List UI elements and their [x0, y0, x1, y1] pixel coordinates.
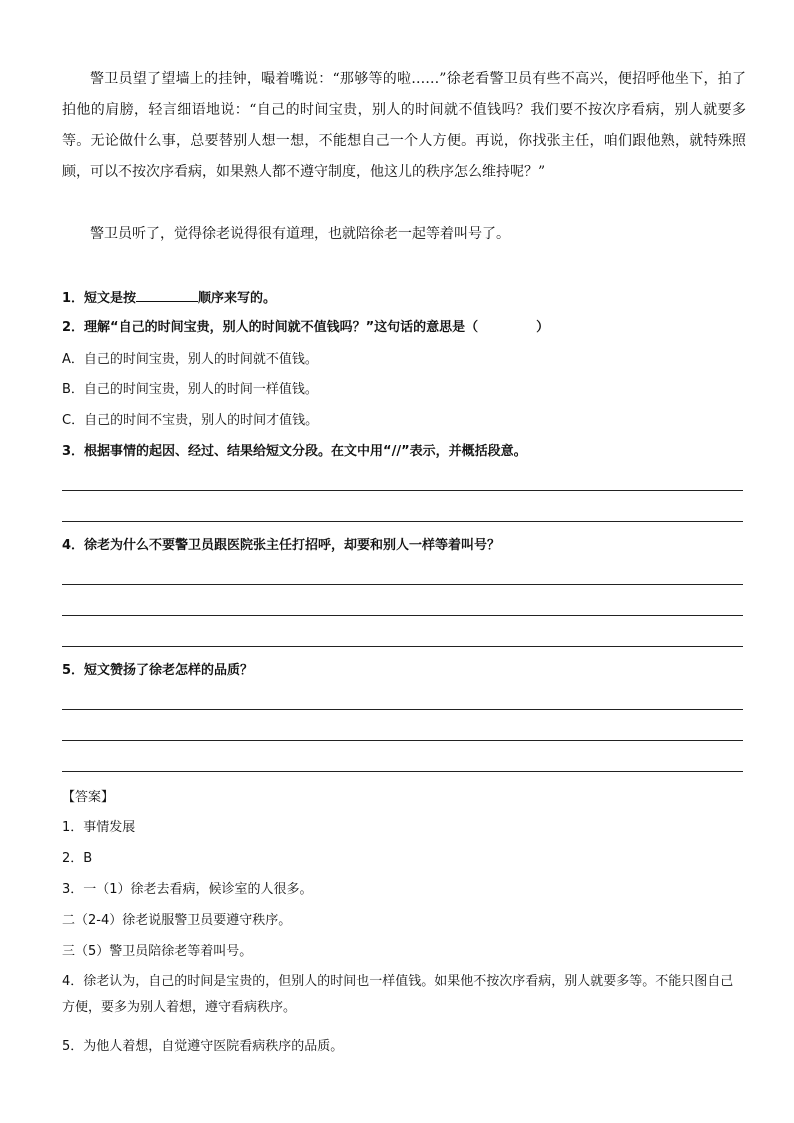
- question-3: 3．根据事情的起因、经过、结果给短文分段。在文中用“//”表示，并概括段意。: [62, 444, 527, 459]
- answer-line[interactable]: [62, 740, 743, 741]
- answer-heading: 【答案】: [62, 790, 115, 805]
- question-2-prefix: 2．理解“自己的时间宝贵，别人的时间就不值钱吗？”这句话的意思是（: [62, 320, 479, 335]
- answer-line[interactable]: [62, 771, 743, 772]
- question-1-blank[interactable]: [136, 287, 198, 302]
- question-1-suffix: 顺序来写的。: [198, 291, 277, 306]
- question-2-option-b: B．自己的时间宝贵，别人的时间一样值钱。: [62, 382, 318, 397]
- question-2-option-c: C．自己的时间不宝贵，别人的时间才值钱。: [62, 413, 319, 428]
- question-1-prefix: 1．短文是按: [62, 291, 137, 306]
- answer-3-part-3: 三（5）警卫员陪徐老等着叫号。: [62, 944, 253, 959]
- passage-paragraph-1: 警卫员望了望墙上的挂钟，嘬着嘴说：“那够等的啦……”徐老看警卫员有些不高兴，便招呼他坐下，拍了拍他的肩膀，轻言细语地说：“自己的时间宝贵，别人的时间就不值钱吗？我们要不按次序看病，别人就要多等。无论做什么事，总要替别人想一想，不能想自己一个人方便。再说，你找张主任，咱们跟他熟，就特殊照顾，可以不按次序看病，如果熟人都不遵守制度，他这儿的秩序怎么维持呢？”: [62, 71, 746, 180]
- answer-4: 4．徐老认为，自己的时间是宝贵的，但别人的时间也一样值钱。如果他不按次序看病，别人就要多等。不能只图自己方便，要多为别人着想，遵守看病秩序。: [62, 974, 734, 1015]
- answer-5: 5．为他人着想，自觉遵守医院看病秩序的品质。: [62, 1039, 344, 1054]
- question-2-option-a: A．自己的时间宝贵，别人的时间就不值钱。: [62, 352, 318, 367]
- answer-line[interactable]: [62, 709, 743, 710]
- answer-1: 1．事情发展: [62, 820, 136, 835]
- answer-line[interactable]: [62, 521, 743, 522]
- answer-3-part-2: 二（2-4）徐老说服警卫员要遵守秩序。: [62, 913, 292, 928]
- answer-line[interactable]: [62, 584, 743, 585]
- question-2-suffix: ）: [536, 320, 550, 335]
- question-4: 4．徐老为什么不要警卫员跟医院张主任打招呼，却要和别人一样等着叫号？: [62, 538, 501, 553]
- answer-3-part-1: 3．一（1）徐老去看病，候诊室的人很多。: [62, 882, 313, 897]
- answer-line[interactable]: [62, 646, 743, 647]
- answer-line[interactable]: [62, 490, 743, 491]
- answer-2: 2．B: [62, 851, 93, 866]
- answer-line[interactable]: [62, 615, 743, 616]
- passage-paragraph-2: 警卫员听了，觉得徐老说得很有道理，也就陪徐老一起等着叫号了。: [90, 226, 510, 242]
- question-1: [62, 287, 276, 309]
- question-2: [62, 318, 549, 338]
- question-5: 5．短文赞扬了徐老怎样的品质？: [62, 663, 254, 678]
